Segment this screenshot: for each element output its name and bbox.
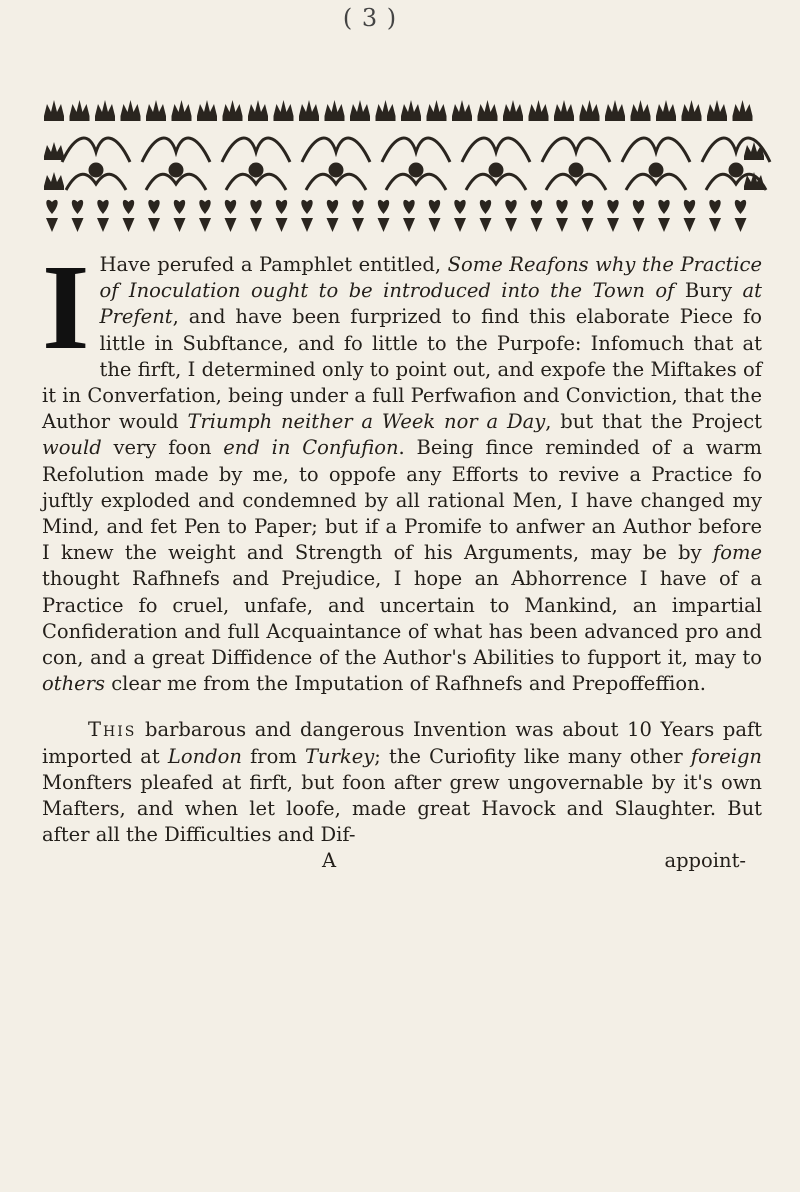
fleur-icon: [72, 200, 84, 232]
crown-icon: [427, 100, 447, 121]
fleur-icon: [429, 200, 441, 232]
crown-icon: [605, 100, 625, 121]
italic-phrase: fome: [713, 541, 762, 565]
footer-line: [42, 848, 762, 874]
crown-icon: [44, 100, 64, 121]
fleur-icon: [123, 200, 135, 232]
fleur-icon: [301, 200, 313, 232]
text-span: , and have been furprized to find this elaborate Piece fo little in Subftance, and fo little to the Purpofe: Infomuch that at the firft, I determined only to point out, and expofe the Miftakes of it in Converfation, being under a full Perfwafion and Conviction, that the Author would: [42, 305, 762, 434]
fleur-icon: [46, 200, 58, 232]
text-span: . Being fince reminded of a warm Refolution made by me, to oppofe any Efforts to revive a Practice fo juftly exploded and condemned by all rational Men, I have changed my Mind, and fet Pen to Paper; but if a Promife to anfwer an Author before I knew the weight and Strength of his Arguments, may be by: [42, 436, 762, 565]
crown-icon: [146, 100, 166, 121]
fleuron-icon: [622, 138, 690, 190]
crown-icon: [274, 100, 294, 121]
pamphlet-title: Some Reafons why the Practice of Inoculation ought to be introduced into the Town of: [99, 253, 762, 303]
fleur-icon: [454, 200, 466, 232]
crown-icon: [299, 100, 319, 121]
fleur-icon: [531, 200, 543, 232]
italic-phrase: would: [42, 436, 102, 460]
fleur-icon: [199, 200, 211, 232]
text-span: ; the Curiofity like many other: [374, 744, 691, 768]
fleuron-icon: [62, 138, 130, 190]
body-text: [42, 240, 762, 875]
text-span: from: [241, 744, 306, 768]
fleur-icon: [505, 200, 517, 232]
italic-phrase: others: [42, 672, 106, 696]
crown-icon: [95, 100, 115, 121]
crown-icon: [325, 100, 345, 121]
italic-phrase: Turkey: [305, 744, 375, 768]
fleur-icon: [97, 200, 109, 232]
lead-word: This: [88, 718, 137, 742]
signature-mark: A: [322, 849, 337, 873]
italic-phrase: foreign: [690, 744, 762, 768]
paragraph-2: [42, 717, 762, 848]
crown-icon: [223, 100, 243, 121]
crown-icon: [44, 172, 64, 190]
fleur-icon: [225, 200, 237, 232]
fleuron-icon: [462, 138, 530, 190]
fleur-icon: [276, 200, 288, 232]
text-span: thought Rafhnefs and Prejudice, I hope an Abhorrence I have of a Practice fo cruel, unfafe, and uncertain to Mankind, an impartial Confideration and full Acquaintance of what has been advanced pro and con, and a great Diffidence of the Author's Abilities to fupport it, may to: [42, 567, 762, 670]
paragraph-1: [42, 240, 762, 697]
fleur-icon: [327, 200, 339, 232]
crown-icon: [682, 100, 702, 121]
crown-icon: [70, 100, 90, 121]
page-number: ( 3 ): [342, 4, 398, 32]
text-span: , but that the Project: [545, 410, 762, 434]
crown-icon: [197, 100, 217, 121]
text-span: clear me from the Imputation of Rafhnefs and Prepoffeffion.: [105, 672, 706, 696]
crown-icon: [656, 100, 676, 121]
crown-icon: [401, 100, 421, 121]
drop-cap: I: [42, 240, 90, 375]
crown-icon: [121, 100, 141, 121]
fleur-icon: [709, 200, 721, 232]
fleur-icon: [378, 200, 390, 232]
catchword: appoint-: [664, 849, 746, 873]
fleuron-icon: [302, 138, 370, 190]
fleur-icon: [250, 200, 262, 232]
text-span: Bury: [674, 279, 743, 303]
crown-icon: [248, 100, 268, 121]
crown-icon: [376, 100, 396, 121]
fleur-icon: [403, 200, 415, 232]
crown-icon: [503, 100, 523, 121]
fleur-icon: [607, 200, 619, 232]
ornament-border: [36, 92, 772, 244]
crown-icon: [452, 100, 472, 121]
crown-icon: [733, 100, 753, 121]
crown-icon: [529, 100, 549, 121]
fleur-icon: [582, 200, 594, 232]
fleur-icon: [684, 200, 696, 232]
fleur-icon: [480, 200, 492, 232]
fleur-icon: [633, 200, 645, 232]
italic-phrase: Triumph neither a Week nor a Day: [187, 410, 546, 434]
crown-icon: [707, 100, 727, 121]
fleuron-icon: [382, 138, 450, 190]
italic-phrase: end in Confufion: [223, 436, 399, 460]
fleuron-icon: [142, 138, 210, 190]
fleur-icon: [658, 200, 670, 232]
crown-icon: [631, 100, 651, 121]
text-span: Have perufed a Pamphlet entitled,: [99, 253, 448, 276]
crown-icon: [478, 100, 498, 121]
text-span: barbarous and dangerous Invention was about 10 Years paft imported at: [42, 718, 762, 768]
italic-phrase: at Prefent: [99, 279, 762, 329]
fleur-icon: [148, 200, 160, 232]
text-span: Monfters pleafed at firft, but foon after grew ungovernable by it's own Mafters, and when let loofe, made great Havock and Slaughter. But after all the Difficulties and Dif-: [42, 770, 762, 847]
fleur-icon: [352, 200, 364, 232]
fleuron-icon: [542, 138, 610, 190]
italic-phrase: London: [167, 744, 242, 768]
fleuron-icon: [222, 138, 290, 190]
crown-icon: [172, 100, 192, 121]
crown-icon: [580, 100, 600, 121]
crown-icon: [554, 100, 574, 121]
text-span: very foon: [101, 436, 224, 460]
crown-icon: [44, 142, 64, 160]
crown-icon: [350, 100, 370, 121]
fleur-icon: [735, 200, 747, 232]
fleur-icon: [174, 200, 186, 232]
fleur-icon: [556, 200, 568, 232]
